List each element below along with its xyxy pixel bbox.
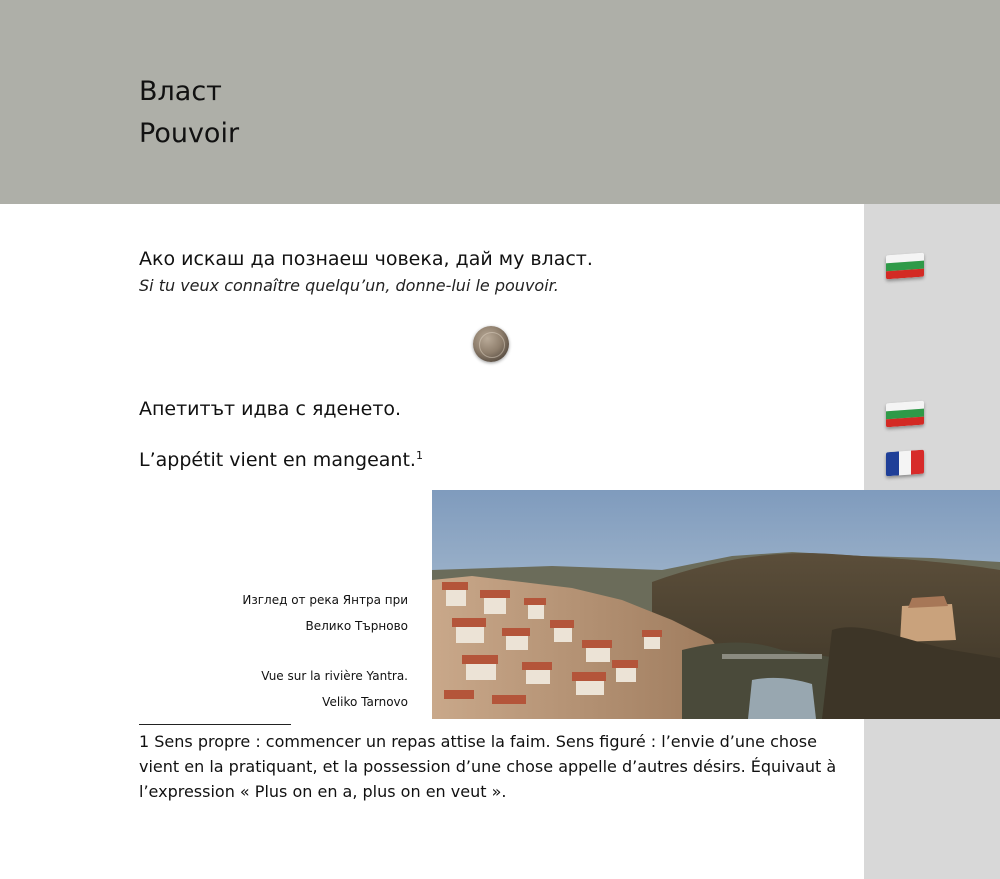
caption-french-line2: Veliko Tarnovo: [322, 695, 408, 709]
caption-french-line1: Vue sur la rivière Yantra.: [261, 669, 408, 683]
french-flag-icon: [886, 450, 924, 477]
caption-bulgarian-line1: Изглед от река Янтра при: [242, 593, 408, 607]
title-bulgarian: Власт: [139, 76, 222, 107]
proverb2-french: [139, 449, 423, 471]
title-french: Pouvoir: [139, 118, 240, 149]
coin-icon: [473, 326, 509, 362]
footnote-divider: [139, 724, 291, 725]
caption-bulgarian-line2: Велико Търново: [305, 619, 408, 633]
footnote-text: 1 Sens propre : commencer un repas attise la faim. Sens figuré : l’envie d’une chose vient en la pratiquant, et la possession d’une chose appelle d’autres désirs. Équivaut à l’expression « Plus on en a, plus on en veut ».: [139, 732, 837, 801]
bulgarian-flag-icon: [886, 401, 924, 428]
proverb2-french-text: L’appétit vient en mangeant.: [139, 449, 416, 471]
photo-veliko-tarnovo: [432, 490, 1000, 719]
proverb2-bulgarian: Апетитът идва с яденето.: [139, 398, 402, 420]
bulgarian-flag-icon: [886, 253, 924, 280]
footnote-reference: 1: [415, 449, 423, 462]
page-header: [0, 0, 1000, 204]
proverb1-bulgarian: Ако искаш да познаеш човека, дай му власт.: [139, 248, 593, 270]
proverb1-french: Si tu veux connaître quelqu’un, donne-lui le pouvoir.: [139, 276, 559, 295]
